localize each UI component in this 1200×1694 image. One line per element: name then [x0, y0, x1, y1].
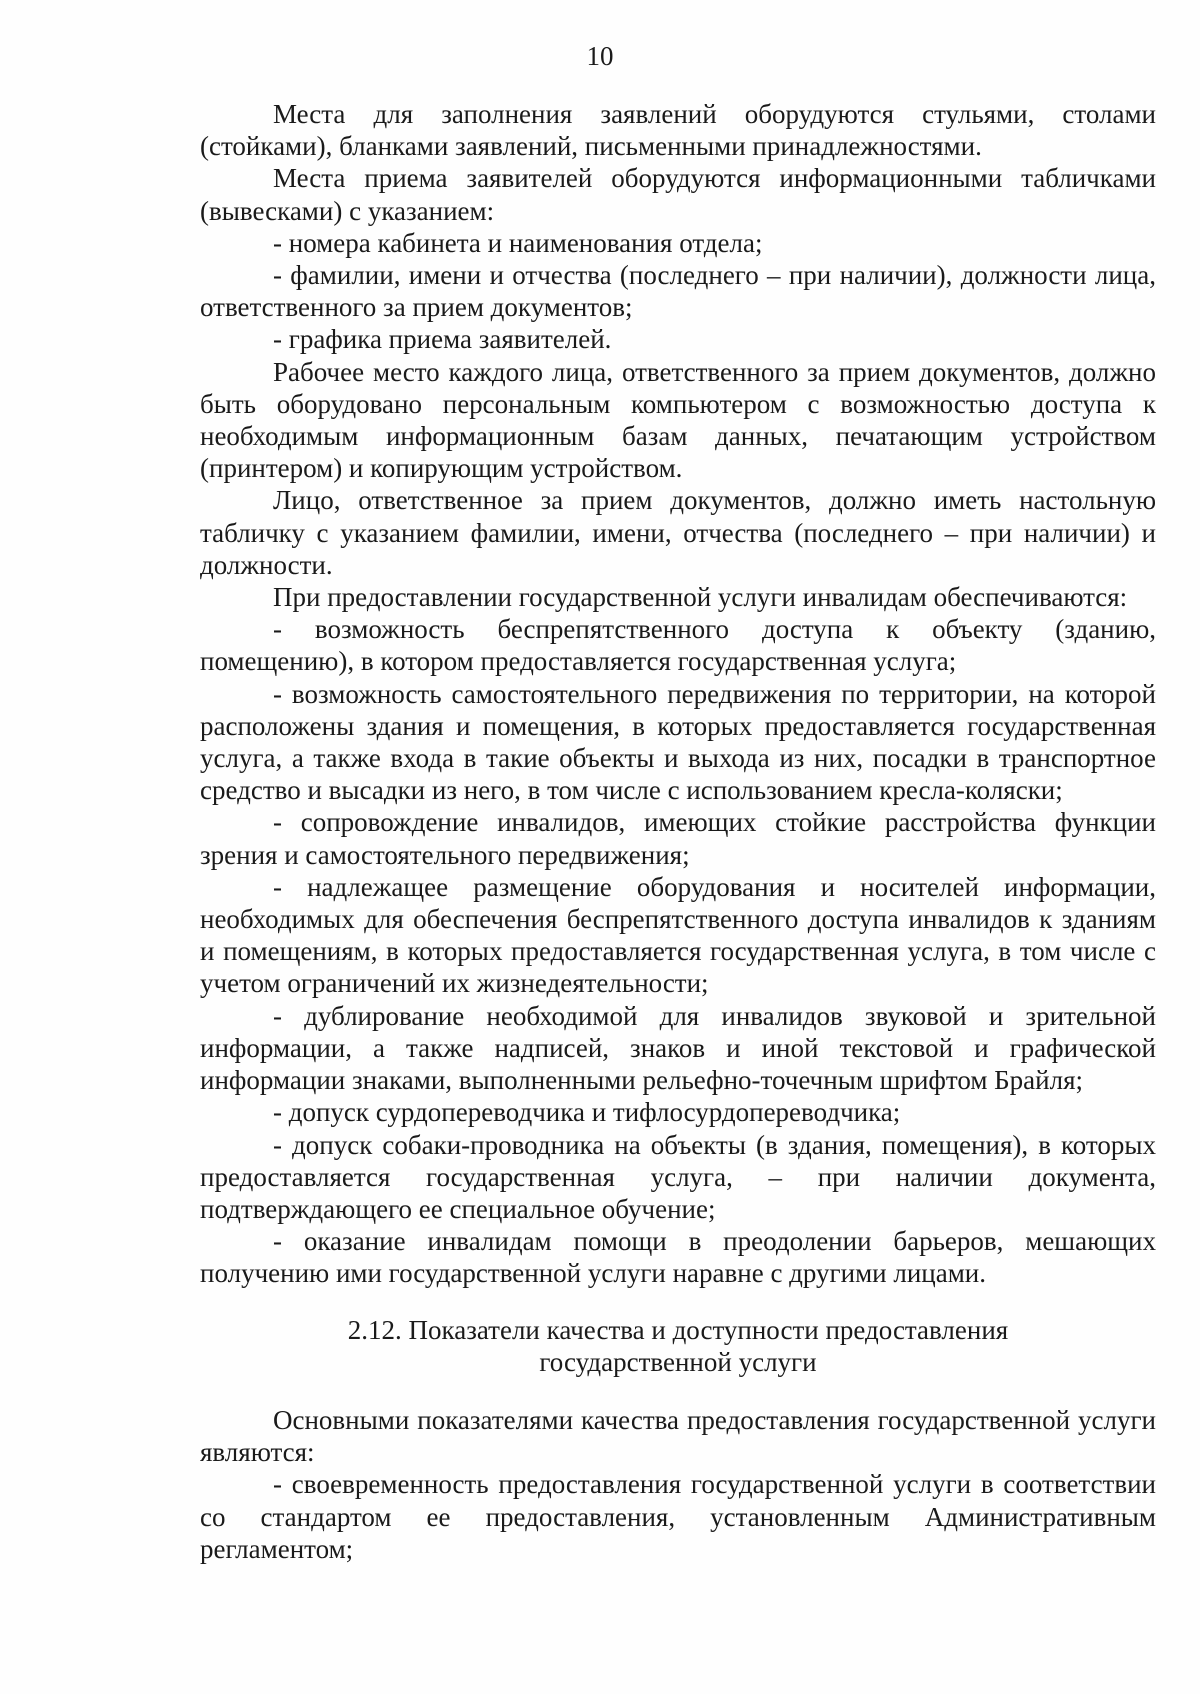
list-item-office-number: - номера кабинета и наименования отдела; — [273, 227, 763, 258]
page-number: 10 — [586, 41, 614, 71]
list-item-guide-dog: - допуск собаки-проводника на объекты (в здания, помещения), в которых предоставляется государственная услуга, – при наличии документа, подтверждающего ее специальное обучение; — [200, 1129, 1156, 1224]
paragraph-workstation: Рабочее место каждого лица, ответственного за прием документов, должно быть оборудовано персональным компьютером с возможностью доступа к необходимым информационным базам данных, печатающим устройством (принтером) и копирующим устройством. — [200, 356, 1156, 484]
list-item-equipment-placement: - надлежащее размещение оборудования и носителей информации, необходимых для обеспечения беспрепятственного доступа инвалидов к зданиям и помещениям, в которых предоставляется государственная услуга, в том числе с учетом ограничений их жизнедеятельности; — [200, 871, 1156, 999]
paragraph-reception-signs: Места приема заявителей оборудуются информационными табличками (вывесками) с указанием: — [200, 163, 1156, 226]
section-heading — [200, 1314, 1156, 1378]
section-heading-line-2: государственной услуги — [539, 1346, 817, 1377]
list-item-responsible-name: - фамилии, имени и отчества (последнего – при наличии), должности лица, ответственного за прием документов; — [200, 260, 1156, 323]
paragraph-name-plate: Лицо, ответственное за прием документов, должно иметь настольную табличку с указанием фамилии, имени, отчества (последнего – при наличии) и должности. — [200, 485, 1156, 580]
list-item-braille-duplication: - дублирование необходимой для инвалидов звуковой и зрительной информации, а также надписей, знаков и иной текстовой и графической информации знаками, выполненными рельефно-точечным шрифтом Брайля; — [200, 1000, 1156, 1096]
paragraph-disabled-provisions: При предоставлении государственной услуги инвалидам обеспечиваются: — [273, 582, 1128, 613]
list-item-sign-interpreter: - допуск сурдопереводчика и тифлосурдопереводчика; — [273, 1097, 901, 1128]
document-body — [200, 98, 1156, 1565]
section-heading-line-1: 2.12. Показатели качества и доступности предоставления — [347, 1314, 1009, 1345]
list-item-barrier-assistance: - оказание инвалидам помощи в преодолении барьеров, мешающих получению ими государственной услуги наравне с другими лицами. — [200, 1226, 1156, 1289]
paragraph-workplaces: Места для заполнения заявлений оборудуются стульями, столами (стойками), бланками заявлений, письменными принадлежностями. — [200, 99, 1156, 162]
list-item-accompaniment: - сопровождение инвалидов, имеющих стойкие расстройства функции зрения и самостоятельного передвижения; — [200, 807, 1156, 870]
paragraph-quality-indicators: Основными показателями качества предоставления государственной услуги являются: — [200, 1404, 1156, 1468]
list-item-unobstructed-access: - возможность беспрепятственного доступа к объекту (зданию, помещению), в котором предоставляется государственная услуга; — [200, 614, 1156, 677]
list-item-independent-movement: - возможность самостоятельного передвижения по территории, на которой расположены здания и помещения, в которых предоставляется государственная услуга, а также входа в такие объекты и выхода из них, посадки в транспортное средство и высадки из него, в том числе с использованием кресла-коляски; — [200, 678, 1156, 806]
list-item-schedule: - графика приема заявителей. — [273, 324, 612, 355]
list-item-timeliness: - своевременность предоставления государственной услуги в соответствии со стандартом ее предоставления, установленным Административным регламентом; — [200, 1469, 1156, 1564]
